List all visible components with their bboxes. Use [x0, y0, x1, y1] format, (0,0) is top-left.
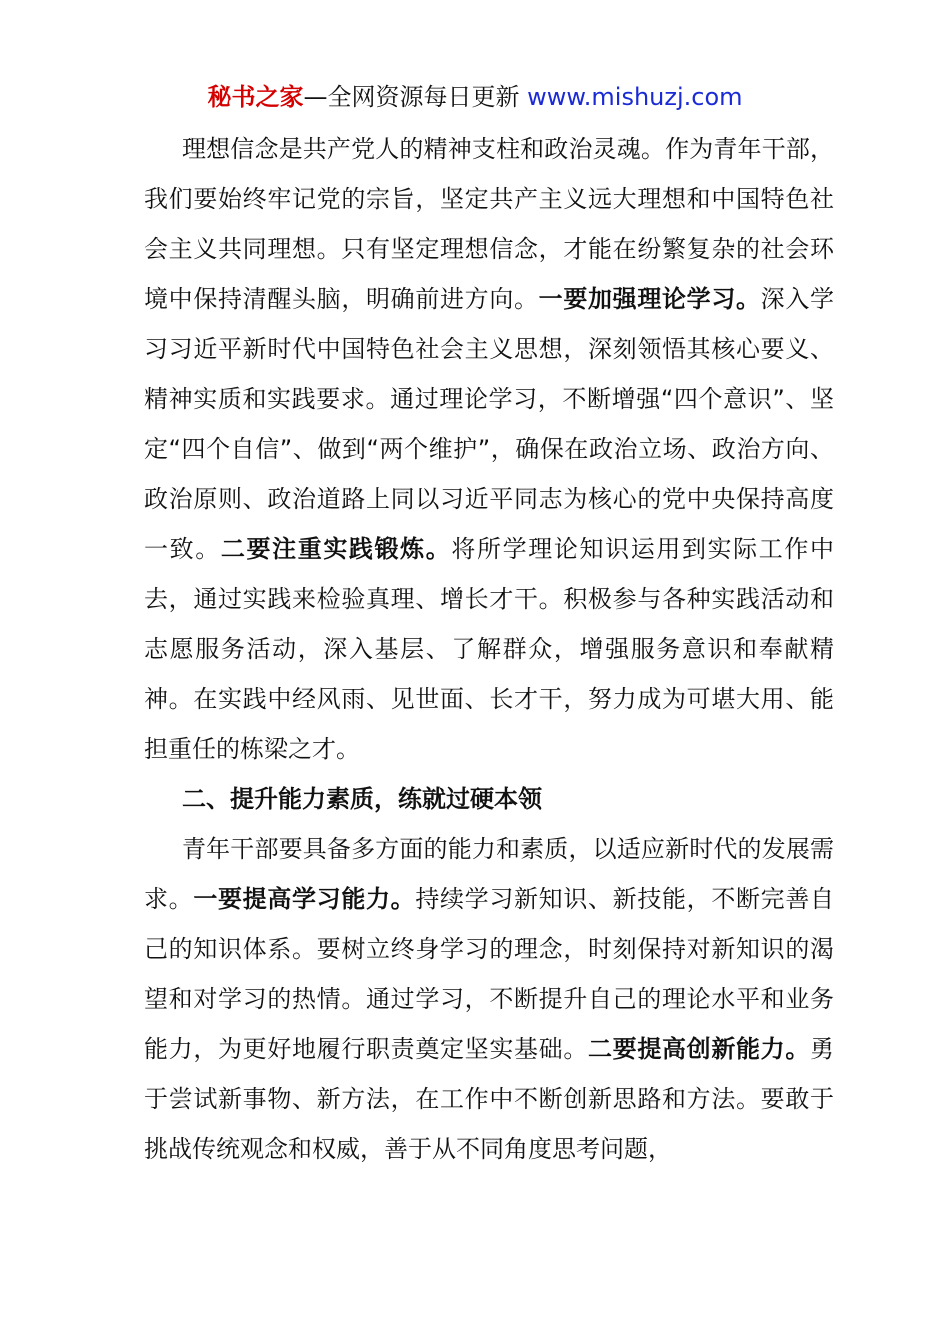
paragraph-text: 勇于尝试新事物、新方法，在工作中不断创新思路和方法。要敢于挑战传统观念和权威，善于从不同角度思考问题， — [144, 1035, 834, 1163]
page-header — [0, 80, 950, 114]
paragraph-text: 持续学习新知识、新技能，不断完善自己的知识体系。要树立终身学习的理念，时刻保持对新知识的渴望和对学习的热情。通过学习，不断提升自己的理论水平和业务能力，为更好地履行职责奠定坚实基础。 — [144, 885, 835, 1063]
paragraph-text: 理想信念是共产党人的精神支柱和政治灵魂。作为青年干部，我们要始终牢记党的宗旨，坚定共产主义远大理想和中国特色社会主义共同理想。只有坚定理想信念，才能在纷繁复杂的社会环境中保持清醒头脑，明确前进方向。 — [144, 135, 834, 313]
paragraph-text: 青年干部要具备多方面的能力和素质，以适应新时代的发展需求。 — [144, 835, 834, 913]
paragraph-text: 深入学习习近平新时代中国特色社会主义思想，深刻领悟其核心要义、精神实质和实践要求。通过理论学习，不断增强“四个意识”、坚定“四个自信”、做到“两个维护”，确保在政治立场、政治方向、政治原则、政治道路上同以习近平同志为核心的党中央保持高度一致。 — [144, 285, 835, 563]
bold-point: 一要加强理论学习。 — [538, 285, 761, 313]
header-tagline: —全网资源每日更新 — [303, 83, 520, 111]
site-link[interactable]: www.mishuzj.com — [527, 83, 743, 111]
paragraph-text: 将所学理论知识运用到实际工作中去，通过实践来检验真理、增长才干。积极参与各种实践活动和志愿服务活动，深入基层、了解群众，增强服务意识和奉献精神。在实践中经风雨、见世面、长才干，努力成为可堪大用、能担重任的栋梁之才。 — [144, 535, 835, 763]
bold-point: 二要提高创新能力。 — [588, 1035, 810, 1063]
brand-name: 秘书之家 — [207, 83, 304, 111]
section-heading: 二、提升能力素质，练就过硬本领 — [182, 785, 542, 813]
paragraph-ideals — [144, 124, 834, 774]
bold-point: 二要注重实践锻炼。 — [220, 535, 452, 563]
document-body — [144, 124, 834, 1174]
bold-point: 一要提高学习能力。 — [193, 885, 416, 913]
paragraph-abilities — [144, 824, 834, 1174]
